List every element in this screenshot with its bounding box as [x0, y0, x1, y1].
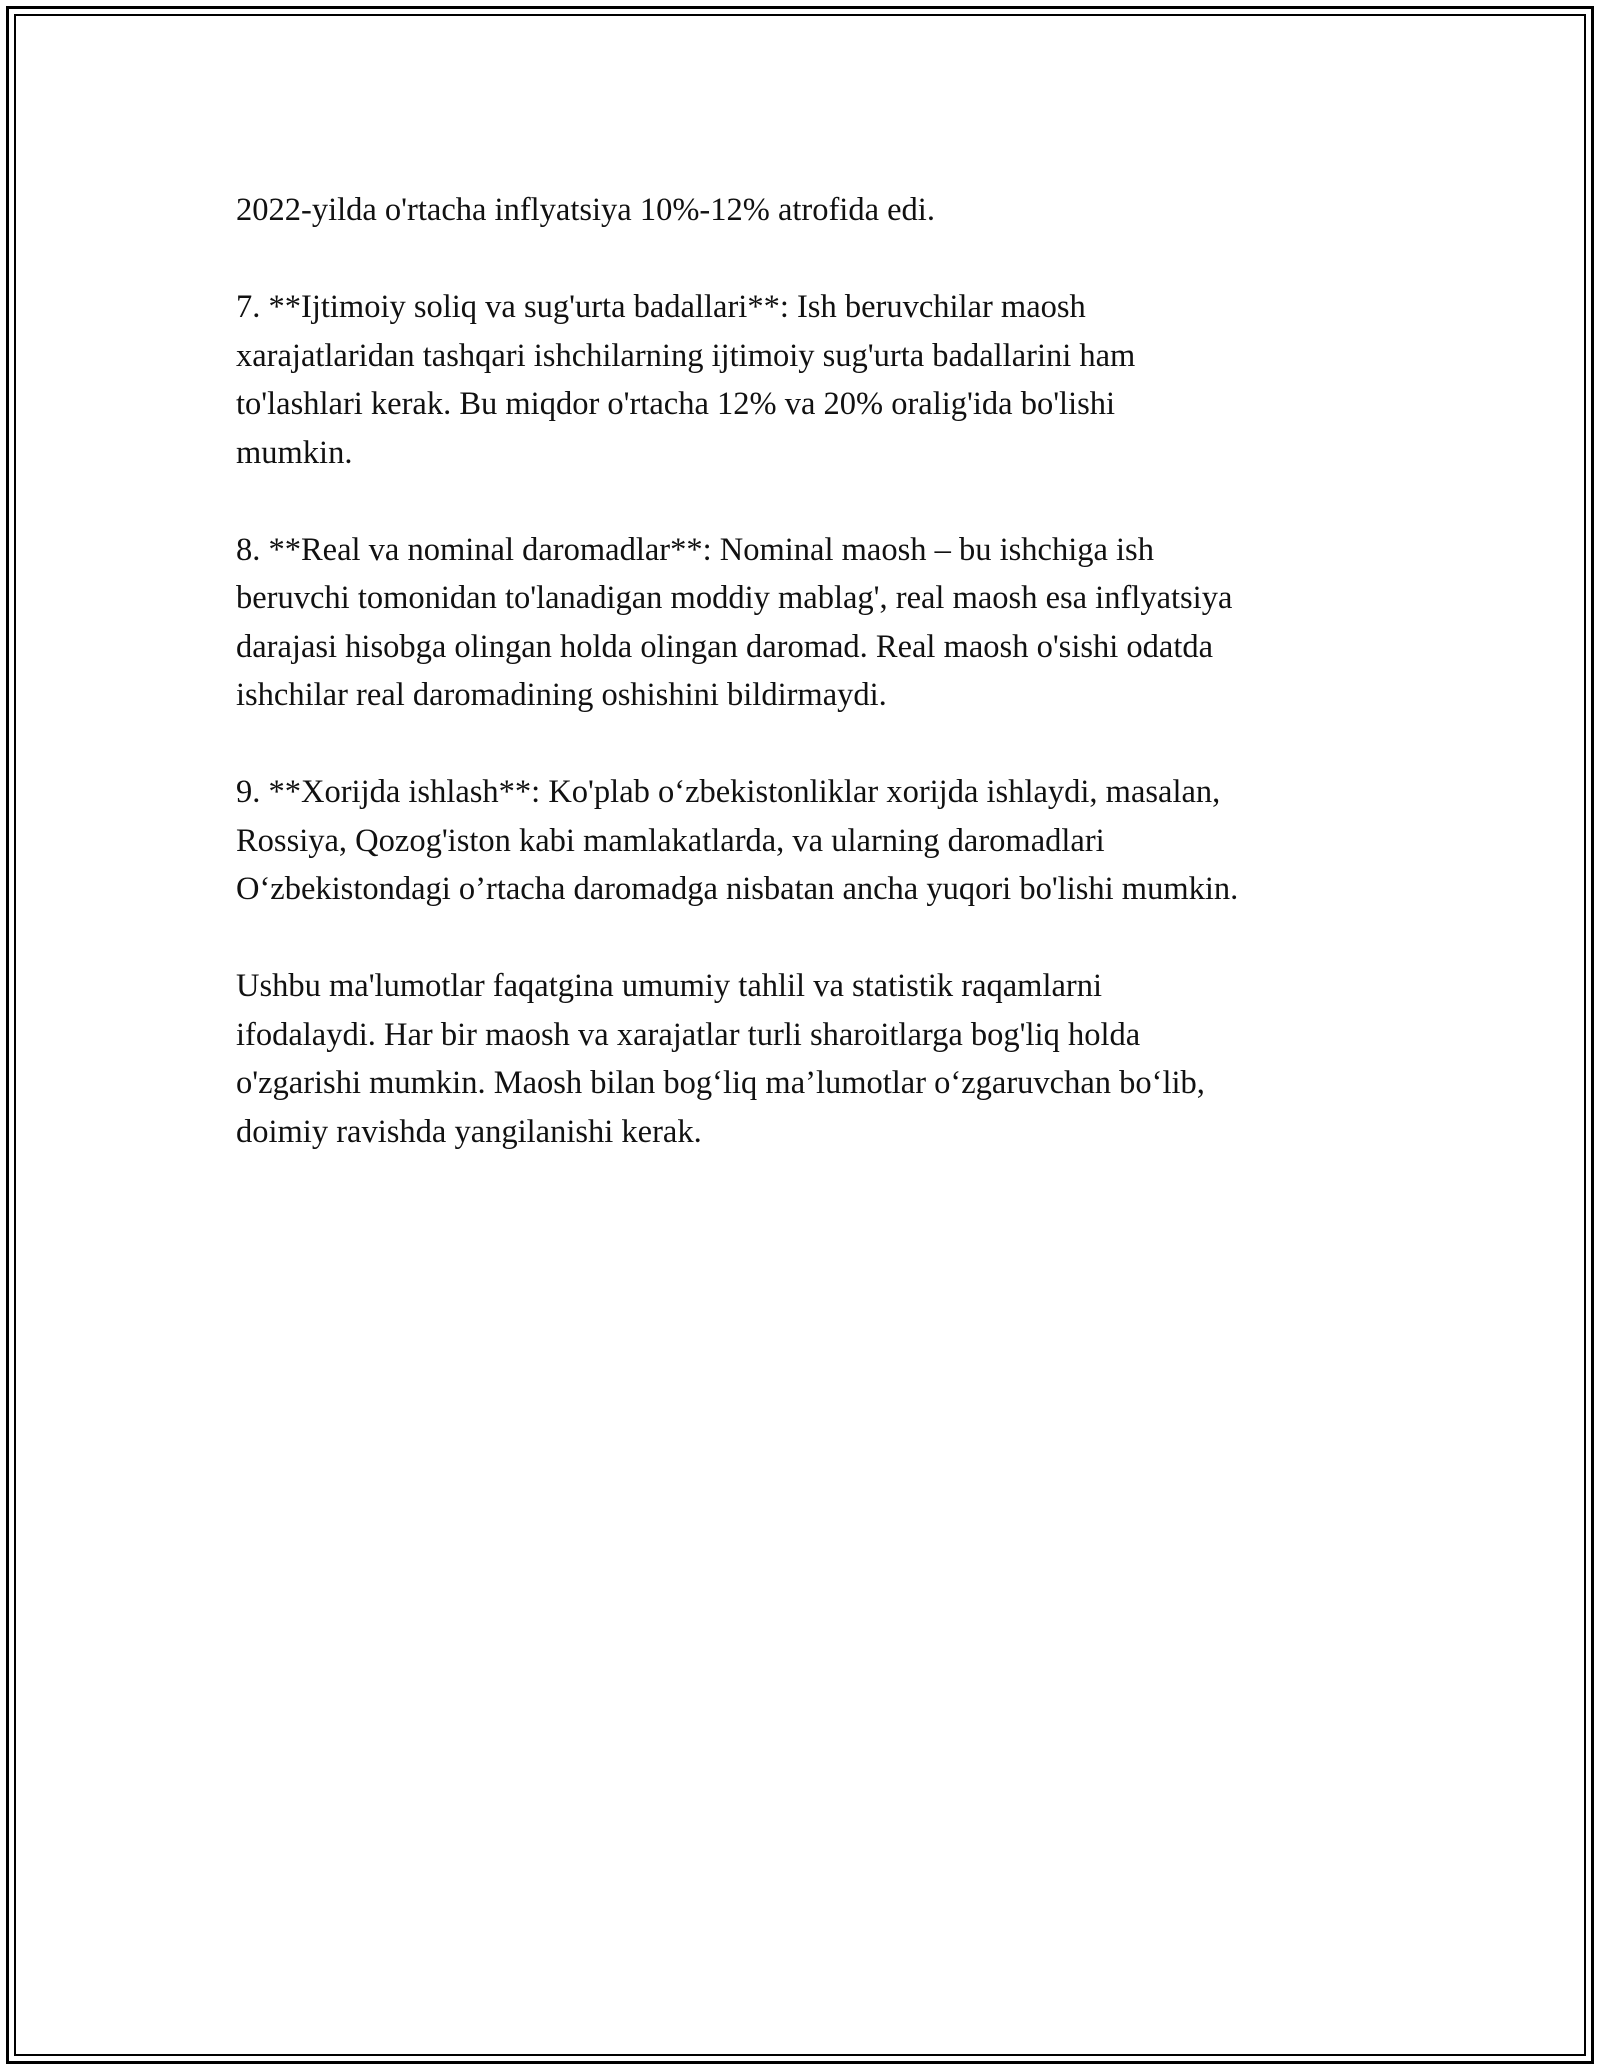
text-line: mumkin.: [236, 434, 353, 471]
text-line: doimiy ravishda yangilanishi kerak.: [236, 1113, 702, 1150]
document-body: [236, 186, 1376, 1205]
text-line: beruvchi tomonidan to'lanadigan moddiy mablag', real maosh esa inflyatsiya: [236, 580, 1233, 616]
text-line: 7. **Ijtimoiy soliq va sug'urta badallari**: Ish beruvchilar maosh: [236, 289, 1086, 325]
paragraph-inflation-2022: [236, 186, 1376, 235]
text-line: darajasi hisobga olingan holda olingan daromad. Real maosh o'sishi odatda: [236, 628, 1214, 665]
text-line: 8. **Real va nominal daromadlar**: Nominal maosh – bu ishchiga ish: [236, 531, 1154, 568]
text-line: to'lashlari kerak. Bu miqdor o'rtacha 12% va 20% oralig'ida bo'lishi: [236, 386, 1116, 422]
text-line: 9. **Xorijda ishlash**: Ko'plab o‘zbekistonliklar xorijda ishlaydi, masalan,: [236, 774, 1221, 810]
text-line: 2022-yilda o'rtacha inflyatsiya 10%-12% atrofida edi.: [236, 192, 935, 228]
text-line: O‘zbekistondagi o’rtacha daromadga nisbatan ancha yuqori bo'lishi mumkin.: [236, 871, 1239, 907]
text-line: o'zgarishi mumkin. Maosh bilan bog‘liq ma’lumotlar o‘zgaruvchan bo‘lib,: [236, 1065, 1205, 1101]
text-line: xarajatlaridan tashqari ishchilarning ijtimoiy sug'urta badallarini ham: [236, 337, 1136, 374]
paragraph-working-abroad: [236, 768, 1376, 914]
paragraph-real-nominal-income: [236, 526, 1376, 720]
text-line: Rossiya, Qozog'iston kabi mamlakatlarda, va ularning daromadlari: [236, 822, 1105, 859]
text-line: ifodalaydi. Har bir maosh va xarajatlar turli sharoitlarga bog'liq holda: [236, 1016, 1141, 1053]
paragraph-social-tax: [236, 283, 1376, 477]
paragraph-disclaimer: [236, 962, 1376, 1156]
text-line: Ushbu ma'lumotlar faqatgina umumiy tahlil va statistik raqamlarni: [236, 968, 1103, 1004]
text-line: ishchilar real daromadining oshishini bildirmaydi.: [236, 677, 887, 713]
